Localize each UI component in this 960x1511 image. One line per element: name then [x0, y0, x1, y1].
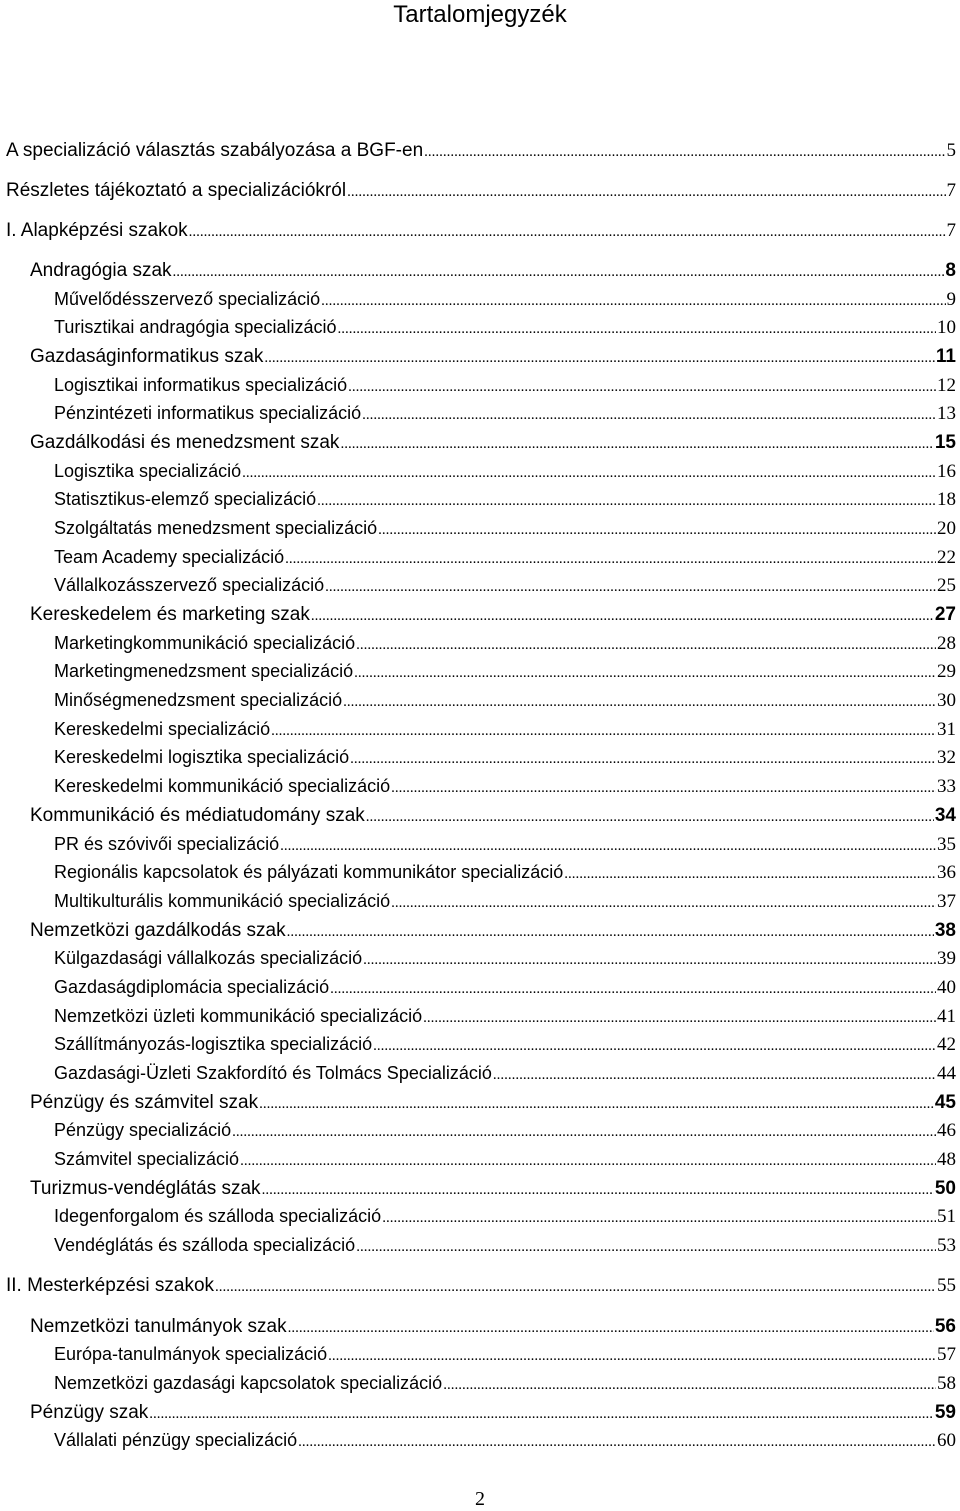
toc-entry[interactable] [54, 1034, 956, 1062]
toc-entry[interactable] [54, 977, 956, 1005]
toc-entry-label: Részletes tájékoztató a specializációkról [6, 180, 347, 201]
toc-entry-label: PR és szóvivői specializáció [54, 834, 280, 854]
toc-entry-page: 37 [937, 891, 956, 912]
toc-entry-label: I. Alapképzési szakok [6, 220, 188, 241]
toc-entry-label: Nemzetközi üzleti kommunikáció specializáció [54, 1006, 423, 1026]
toc-entry-page: 58 [937, 1373, 956, 1394]
toc-entry[interactable] [54, 719, 956, 747]
toc-leader-dots [298, 1434, 936, 1451]
toc-entry-page: 57 [937, 1344, 956, 1365]
toc-leader-dots [356, 1239, 936, 1256]
toc-entry-page: 55 [937, 1275, 956, 1296]
toc-entry-label: Multikulturális kommunikáció specializáció [54, 891, 391, 911]
toc-entry-page: 53 [937, 1235, 956, 1256]
toc-leader-dots [328, 1348, 936, 1365]
toc-entry-label: Minőségmenedzsment specializáció [54, 690, 343, 710]
toc-entry-page: 5 [946, 140, 956, 161]
toc-entry[interactable] [54, 375, 956, 403]
toc-entry-page: 11 [935, 346, 956, 367]
toc-entry[interactable] [54, 1344, 956, 1372]
toc-entry[interactable] [54, 891, 956, 919]
toc-leader-dots [287, 924, 934, 941]
toc-leader-dots [262, 1182, 934, 1199]
toc-entry-page: 28 [937, 633, 956, 654]
toc-entry-label: A specializáció választás szabályozása a BGF-en [6, 140, 424, 161]
page-title: Tartalomjegyzék [393, 1, 567, 28]
toc-entry[interactable] [54, 862, 956, 890]
toc-entry-label: Marketingmenedzsment specializáció [54, 661, 354, 681]
toc-entry[interactable] [30, 1402, 956, 1430]
toc-entry-page: 36 [937, 862, 956, 883]
toc-entry-label: Gazdaságinformatikus szak [30, 346, 264, 367]
toc-entry[interactable] [30, 604, 956, 632]
toc-entry-page: 13 [937, 403, 956, 424]
toc-leader-dots [354, 665, 936, 682]
toc-entry-page: 25 [937, 575, 956, 596]
toc-leader-dots [149, 1406, 934, 1423]
toc-leader-dots [493, 1067, 936, 1084]
toc-entry-label: Európa-tanulmányok specializáció [54, 1344, 328, 1364]
toc-entry[interactable] [6, 220, 956, 248]
toc-entry-label: Nemzetközi tanulmányok szak [30, 1316, 287, 1337]
toc-entry-page: 7 [946, 220, 956, 241]
toc-entry-page: 42 [937, 1034, 956, 1055]
toc-entry[interactable] [54, 1206, 956, 1234]
toc-entry[interactable] [6, 140, 956, 168]
toc-leader-dots [271, 723, 936, 740]
toc-entry-page: 56 [934, 1316, 956, 1337]
toc-entry[interactable] [54, 518, 956, 546]
toc-leader-dots [373, 1038, 936, 1055]
toc-entry-label: Turizmus-vendéglátás szak [30, 1178, 261, 1199]
toc-leader-dots [325, 579, 936, 596]
toc-entry[interactable] [30, 260, 956, 288]
toc-entry-label: Szállítmányozás-logisztika specializáció [54, 1034, 373, 1054]
toc-entry[interactable] [54, 776, 956, 804]
toc-entry-page: 15 [934, 432, 956, 453]
toc-leader-dots [337, 321, 936, 338]
toc-entry-label: Kereskedelmi logisztika specializáció [54, 747, 350, 767]
toc-entry-page: 30 [937, 690, 956, 711]
toc-leader-dots [347, 184, 945, 201]
toc-entry[interactable] [54, 948, 956, 976]
toc-entry-label: Kereskedelem és marketing szak [30, 604, 310, 625]
toc-entry-page: 51 [937, 1206, 956, 1227]
toc-entry-label: Szolgáltatás menedzsment specializáció [54, 518, 378, 538]
toc-entry-label: Marketingkommunikáció specializáció [54, 633, 356, 653]
toc-entry-page: 38 [934, 920, 956, 941]
toc-entry-page: 48 [937, 1149, 956, 1170]
toc-entry-label: Pénzügy specializáció [54, 1120, 232, 1140]
toc-entry-label: Kommunikáció és médiatudomány szak [30, 805, 365, 826]
toc-leader-dots [317, 493, 936, 510]
toc-entry-label: Számvitel specializáció [54, 1149, 240, 1169]
toc-leader-dots [348, 379, 936, 396]
toc-leader-dots [343, 694, 936, 711]
toc-entry[interactable] [54, 1235, 956, 1263]
toc-entry-page: 22 [937, 547, 956, 568]
toc-leader-dots [423, 1010, 936, 1027]
toc-entry[interactable] [54, 547, 956, 575]
toc-leader-dots [366, 809, 934, 826]
toc-entry-label: II. Mesterképzési szakok [6, 1275, 215, 1296]
toc-entry-label: Művelődésszervező specializáció [54, 289, 321, 309]
toc-entry[interactable] [54, 1430, 956, 1458]
toc-leader-dots [363, 952, 936, 969]
toc-entry-page: 34 [934, 805, 956, 826]
toc-entry[interactable] [54, 461, 956, 489]
toc-leader-dots [443, 1377, 936, 1394]
toc-entry-page: 8 [945, 260, 956, 281]
toc-entry-page: 32 [937, 747, 956, 768]
toc-entry-page: 41 [937, 1006, 956, 1027]
toc-entry[interactable] [54, 1120, 956, 1148]
toc-entry-page: 29 [937, 661, 956, 682]
toc-entry[interactable] [30, 432, 956, 460]
toc-entry[interactable] [54, 489, 956, 517]
toc-entry-label: Pénzintézeti informatikus specializáció [54, 403, 362, 423]
toc-entry-page: 33 [937, 776, 956, 797]
toc-entry-page: 27 [934, 604, 956, 625]
toc-entry-label: Turisztikai andragógia specializáció [54, 317, 337, 337]
toc-leader-dots [173, 264, 945, 281]
toc-entry-label: Statisztikus-elemző specializáció [54, 489, 317, 509]
toc-entry-page: 18 [937, 489, 956, 510]
toc-entry[interactable] [54, 403, 956, 431]
toc-entry-page: 40 [937, 977, 956, 998]
toc-entry-label: Regionális kapcsolatok és pályázati kommunikátor specializáció [54, 862, 564, 882]
toc-leader-dots [215, 1279, 936, 1296]
toc-entry-page: 44 [937, 1063, 956, 1084]
toc-entry-label: Pénzügy és számvitel szak [30, 1092, 259, 1113]
toc-entry-label: Team Academy specializáció [54, 547, 285, 567]
toc-entry-label: Gazdálkodási és menedzsment szak [30, 432, 340, 453]
toc-entry[interactable] [54, 1373, 956, 1401]
toc-entry-label: Andragógia szak [30, 260, 172, 281]
toc-entry-page: 10 [937, 317, 956, 338]
toc-entry-label: Kereskedelmi kommunikáció specializáció [54, 776, 391, 796]
toc-leader-dots [340, 436, 933, 453]
toc-entry[interactable] [54, 633, 956, 661]
toc-entry-label: Idegenforgalom és szálloda specializáció [54, 1206, 382, 1226]
toc-leader-dots [288, 1320, 934, 1337]
toc-leader-dots [382, 1210, 936, 1227]
toc-leader-dots [362, 407, 936, 424]
toc-entry-label: Kereskedelmi specializáció [54, 719, 271, 739]
toc-leader-dots [378, 522, 936, 539]
toc-entry[interactable] [54, 575, 956, 603]
toc-entry[interactable] [6, 180, 956, 208]
toc-leader-dots [259, 1096, 934, 1113]
toc-leader-dots [356, 637, 936, 654]
toc-leader-dots [264, 350, 935, 367]
toc-entry-page: 46 [937, 1120, 956, 1141]
toc-entry-page: 12 [937, 375, 956, 396]
toc-entry-page: 9 [946, 289, 956, 310]
toc-leader-dots [232, 1124, 936, 1141]
toc-entry[interactable] [30, 920, 956, 948]
toc-entry[interactable] [54, 1149, 956, 1177]
toc-entry[interactable] [30, 805, 956, 833]
toc-leader-dots [240, 1153, 936, 1170]
toc-leader-dots [391, 895, 936, 912]
toc-entry[interactable] [54, 1006, 956, 1034]
toc-leader-dots [330, 981, 936, 998]
toc-leader-dots [280, 838, 936, 855]
toc-entry-label: Nemzetközi gazdasági kapcsolatok specializáció [54, 1373, 443, 1393]
toc-entry[interactable] [54, 661, 956, 689]
toc-entry-page: 20 [937, 518, 956, 539]
toc-entry-page: 60 [937, 1430, 956, 1451]
toc-leader-dots [321, 293, 945, 310]
toc-leader-dots [285, 551, 936, 568]
toc-entry-label: Nemzetközi gazdálkodás szak [30, 920, 286, 941]
toc-entry-page: 59 [934, 1402, 956, 1423]
toc-leader-dots [189, 224, 946, 241]
toc-entry-label: Pénzügy szak [30, 1402, 149, 1423]
toc-entry[interactable] [30, 1092, 956, 1120]
toc-entry-label: Vállalati pénzügy specializáció [54, 1430, 298, 1450]
toc-entry[interactable] [30, 1316, 956, 1344]
toc-leader-dots [564, 866, 936, 883]
toc-entry-page: 39 [937, 948, 956, 969]
toc-entry-label: Logisztika specializáció [54, 461, 242, 481]
toc-entry-page: 35 [937, 834, 956, 855]
toc-leader-dots [391, 780, 936, 797]
toc-leader-dots [350, 751, 936, 768]
toc-leader-dots [311, 608, 934, 625]
toc-entry-label: Logisztikai informatikus specializáció [54, 375, 348, 395]
page-number: 2 [475, 1488, 485, 1510]
toc-entry[interactable] [6, 1275, 956, 1303]
toc-entry[interactable] [54, 1063, 956, 1091]
toc-entry-label: Vállalkozásszervező specializáció [54, 575, 325, 595]
toc-entry[interactable] [30, 346, 956, 374]
toc-entry[interactable] [54, 289, 956, 317]
toc-leader-dots [242, 465, 936, 482]
toc-entry-label: Gazdaságdiplomácia specializáció [54, 977, 330, 997]
toc-entry-page: 50 [934, 1178, 956, 1199]
toc-entry-label: Vendéglátás és szálloda specializáció [54, 1235, 356, 1255]
toc-entry-label: Gazdasági-Üzleti Szakfordító és Tolmács Specializáció [54, 1063, 492, 1083]
toc-entry[interactable] [54, 690, 956, 718]
toc-entry[interactable] [54, 317, 956, 345]
toc-entry[interactable] [54, 747, 956, 775]
toc-entry[interactable] [54, 834, 956, 862]
toc-entry-label: Külgazdasági vállalkozás specializáció [54, 948, 363, 968]
toc-entry-page: 16 [937, 461, 956, 482]
toc-entry[interactable] [30, 1178, 956, 1206]
toc-entry-page: 31 [937, 719, 956, 740]
toc-leader-dots [424, 144, 945, 161]
toc-entry-page: 7 [946, 180, 956, 201]
toc-entry-page: 45 [934, 1092, 956, 1113]
